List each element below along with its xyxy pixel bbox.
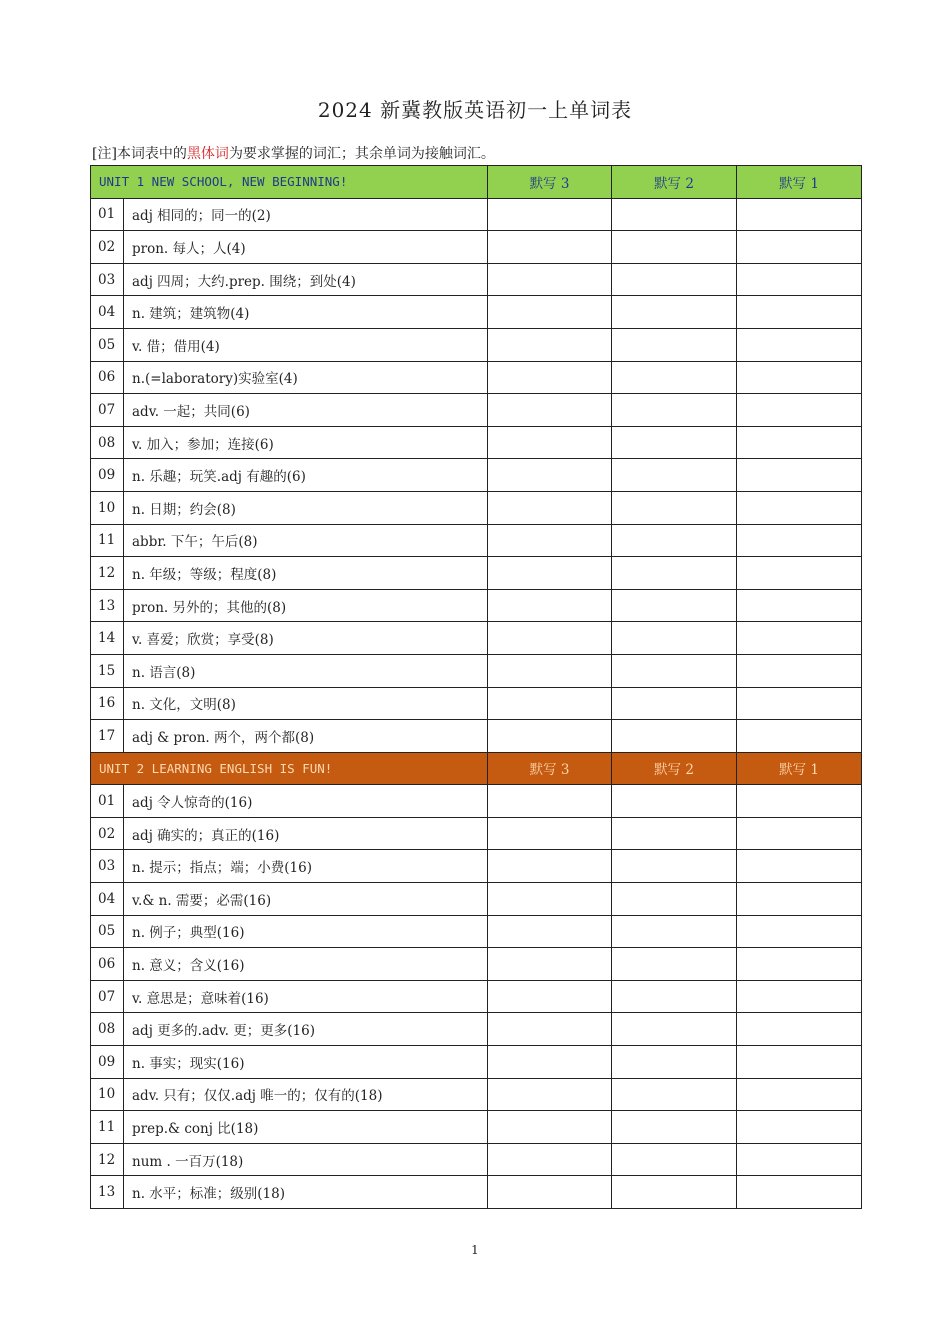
row-number: 03 [91,850,124,883]
dictation-blank-cell[interactable] [488,231,612,264]
word-definition: n. 水平；标准；级别(18) [124,1176,488,1209]
dictation-blank-cell[interactable] [488,328,612,361]
row-number: 13 [91,1176,124,1209]
dictation-blank-cell[interactable] [612,263,737,296]
vocab-table [90,165,862,1209]
table-row [91,1078,862,1111]
row-number: 07 [91,980,124,1013]
row-number: 12 [91,1143,124,1176]
page-title: 2024 新冀教版英语初一上单词表 [317,98,633,122]
dictation-blank-cell[interactable] [488,654,612,687]
dictation-blank-cell[interactable] [612,524,737,557]
table-row [91,883,862,916]
row-number: 08 [91,1013,124,1046]
dictation-blank-cell[interactable] [488,524,612,557]
dictation-blank-cell[interactable] [612,426,737,459]
note-suffix: 为要求掌握的词汇；其余单词为接触词汇。 [228,146,495,162]
dictation-blank-cell[interactable] [612,557,737,590]
dictation-blank-cell[interactable] [488,785,612,818]
dictation-blank-cell[interactable] [612,394,737,427]
table-row [91,980,862,1013]
table-row [91,850,862,883]
dictation-blank-cell[interactable] [612,1176,737,1209]
dictation-blank-cell[interactable] [737,459,862,492]
dictation-blank-cell[interactable] [737,394,862,427]
word-definition: abbr. 下午；午后(8) [124,524,488,557]
table-row [91,687,862,720]
unit-title: UNIT 2 LEARNING ENGLISH IS FUN! [91,752,488,785]
table-row [91,622,862,655]
dictation-blank-cell[interactable] [488,915,612,948]
word-definition: n. 建筑；建筑物(4) [124,296,488,329]
row-number: 07 [91,394,124,427]
dictation-blank-cell[interactable] [737,850,862,883]
row-number: 04 [91,883,124,916]
dictation-blank-cell[interactable] [612,948,737,981]
dictation-blank-cell[interactable] [488,198,612,231]
dictation-blank-cell[interactable] [737,915,862,948]
row-number: 16 [91,687,124,720]
word-definition: n. 提示；指点；端；小费(16) [124,850,488,883]
table-row [91,1176,862,1209]
table-row [91,785,862,818]
row-number: 01 [91,785,124,818]
dictation-blank-cell[interactable] [737,980,862,1013]
dictation-blank-cell[interactable] [612,720,737,753]
row-number: 13 [91,589,124,622]
row-number: 09 [91,1046,124,1079]
word-definition: v. 加入；参加；连接(6) [124,426,488,459]
dictation-blank-cell[interactable] [737,1143,862,1176]
dictation-blank-cell[interactable] [488,361,612,394]
row-number: 06 [91,948,124,981]
word-definition: adj 令人惊奇的(16) [124,785,488,818]
table-row [91,361,862,394]
dictation-column-header: 默写 2 [612,166,737,199]
dictation-blank-cell[interactable] [737,1046,862,1079]
table-row [91,654,862,687]
word-definition: adj 相同的；同一的(2) [124,198,488,231]
dictation-blank-cell[interactable] [488,980,612,1013]
dictation-blank-cell[interactable] [737,654,862,687]
page-number: 1 [471,1243,479,1257]
row-number: 04 [91,296,124,329]
word-definition: n. 例子；典型(16) [124,915,488,948]
row-number: 05 [91,915,124,948]
dictation-blank-cell[interactable] [612,231,737,264]
word-definition: n. 乐趣；玩笑.adj 有趣的(6) [124,459,488,492]
dictation-blank-cell[interactable] [488,1176,612,1209]
dictation-blank-cell[interactable] [737,524,862,557]
dictation-blank-cell[interactable] [488,491,612,524]
dictation-blank-cell[interactable] [737,720,862,753]
word-definition: n. 意义；含义(16) [124,948,488,981]
dictation-blank-cell[interactable] [488,1111,612,1144]
word-definition: pron. 另外的；其他的(8) [124,589,488,622]
dictation-blank-cell[interactable] [612,296,737,329]
word-definition: prep.& conj 比(18) [124,1111,488,1144]
dictation-blank-cell[interactable] [737,491,862,524]
dictation-blank-cell[interactable] [488,263,612,296]
word-definition: adj 更多的.adv. 更；更多(16) [124,1013,488,1046]
dictation-blank-cell[interactable] [488,850,612,883]
row-number: 11 [91,524,124,557]
dictation-blank-cell[interactable] [737,687,862,720]
table-row [91,589,862,622]
table-row [91,263,862,296]
dictation-column-header: 默写 1 [737,752,862,785]
word-definition: pron. 每人；人(4) [124,231,488,264]
table-row [91,198,862,231]
row-number: 02 [91,231,124,264]
dictation-blank-cell[interactable] [737,263,862,296]
word-definition: adj & pron. 两个，两个都(8) [124,720,488,753]
dictation-blank-cell[interactable] [488,1078,612,1111]
table-row [91,328,862,361]
dictation-column-header: 默写 3 [488,166,612,199]
row-number: 17 [91,720,124,753]
dictation-blank-cell[interactable] [612,328,737,361]
dictation-blank-cell[interactable] [737,198,862,231]
dictation-blank-cell[interactable] [488,720,612,753]
table-row [91,426,862,459]
word-definition: n. 年级；等级；程度(8) [124,557,488,590]
row-number: 02 [91,817,124,850]
note-highlight: 黑体词 [186,146,229,162]
dictation-blank-cell[interactable] [612,850,737,883]
table-row [91,524,862,557]
row-number: 12 [91,557,124,590]
dictation-blank-cell[interactable] [612,817,737,850]
table-row [91,296,862,329]
dictation-column-header: 默写 2 [612,752,737,785]
dictation-blank-cell[interactable] [612,491,737,524]
dictation-blank-cell[interactable] [612,589,737,622]
note-prefix: [注]本词表中的 [92,146,187,162]
dictation-blank-cell[interactable] [612,654,737,687]
dictation-blank-cell[interactable] [737,328,862,361]
row-number: 14 [91,622,124,655]
word-definition: adj 确实的；真正的(16) [124,817,488,850]
table-row [91,394,862,427]
dictation-blank-cell[interactable] [488,1143,612,1176]
table-row [91,1111,862,1144]
unit-header-row [91,752,862,785]
word-definition: n. 文化，文明(8) [124,687,488,720]
dictation-blank-cell[interactable] [737,1078,862,1111]
table-row [91,817,862,850]
dictation-blank-cell[interactable] [737,622,862,655]
word-definition: n. 日期；约会(8) [124,491,488,524]
dictation-blank-cell[interactable] [488,817,612,850]
dictation-blank-cell[interactable] [737,231,862,264]
dictation-blank-cell[interactable] [488,459,612,492]
word-definition: v. 借；借用(4) [124,328,488,361]
dictation-blank-cell[interactable] [737,817,862,850]
dictation-blank-cell[interactable] [612,198,737,231]
table-row [91,1013,862,1046]
table-row [91,948,862,981]
dictation-blank-cell[interactable] [612,361,737,394]
row-number: 01 [91,198,124,231]
dictation-blank-cell[interactable] [488,589,612,622]
table-row [91,915,862,948]
word-definition: n. 语言(8) [124,654,488,687]
row-number: 11 [91,1111,124,1144]
dictation-blank-cell[interactable] [737,883,862,916]
row-number: 09 [91,459,124,492]
word-definition: adv. 一起；共同(6) [124,394,488,427]
dictation-blank-cell[interactable] [488,1013,612,1046]
dictation-blank-cell[interactable] [737,296,862,329]
word-definition: n.(=laboratory)实验室(4) [124,361,488,394]
dictation-blank-cell[interactable] [612,1046,737,1079]
word-definition: v. 喜爱；欣赏；享受(8) [124,622,488,655]
dictation-blank-cell[interactable] [488,557,612,590]
dictation-column-header: 默写 1 [737,166,862,199]
dictation-blank-cell[interactable] [737,785,862,818]
dictation-blank-cell[interactable] [488,883,612,916]
word-definition: v. 意思是；意味着(16) [124,980,488,1013]
table-row [91,459,862,492]
dictation-blank-cell[interactable] [612,622,737,655]
dictation-blank-cell[interactable] [488,622,612,655]
row-number: 03 [91,263,124,296]
word-definition: v.& n. 需要；必需(16) [124,883,488,916]
dictation-blank-cell[interactable] [612,1143,737,1176]
row-number: 10 [91,491,124,524]
dictation-blank-cell[interactable] [612,1078,737,1111]
table-row [91,1143,862,1176]
dictation-blank-cell[interactable] [612,883,737,916]
dictation-blank-cell[interactable] [612,1111,737,1144]
dictation-blank-cell[interactable] [737,557,862,590]
word-definition: num . 一百万(18) [124,1143,488,1176]
dictation-column-header: 默写 3 [488,752,612,785]
dictation-blank-cell[interactable] [737,1013,862,1046]
row-number: 05 [91,328,124,361]
dictation-blank-cell[interactable] [488,394,612,427]
dictation-blank-cell[interactable] [488,426,612,459]
dictation-blank-cell[interactable] [737,426,862,459]
dictation-blank-cell[interactable] [737,1176,862,1209]
dictation-blank-cell[interactable] [488,296,612,329]
dictation-blank-cell[interactable] [737,361,862,394]
row-number: 08 [91,426,124,459]
word-definition: adj 四周；大约.prep. 围绕；到处(4) [124,263,488,296]
dictation-blank-cell[interactable] [488,687,612,720]
unit-header-row [91,166,862,199]
dictation-blank-cell[interactable] [737,948,862,981]
table-row [91,1046,862,1079]
dictation-blank-cell[interactable] [737,1111,862,1144]
word-definition: n. 事实；现实(16) [124,1046,488,1079]
row-number: 10 [91,1078,124,1111]
dictation-blank-cell[interactable] [612,785,737,818]
vocab-note [92,143,495,163]
dictation-blank-cell[interactable] [612,687,737,720]
unit-title: UNIT 1 NEW SCHOOL, NEW BEGINNING! [91,166,488,199]
table-row [91,231,862,264]
table-row [91,557,862,590]
dictation-blank-cell[interactable] [737,589,862,622]
dictation-blank-cell[interactable] [612,980,737,1013]
table-row [91,491,862,524]
row-number: 15 [91,654,124,687]
dictation-blank-cell[interactable] [612,915,737,948]
dictation-blank-cell[interactable] [612,459,737,492]
row-number: 06 [91,361,124,394]
dictation-blank-cell[interactable] [488,1046,612,1079]
dictation-blank-cell[interactable] [612,1013,737,1046]
dictation-blank-cell[interactable] [488,948,612,981]
word-definition: adv. 只有；仅仅.adj 唯一的；仅有的(18) [124,1078,488,1111]
table-row [91,720,862,753]
